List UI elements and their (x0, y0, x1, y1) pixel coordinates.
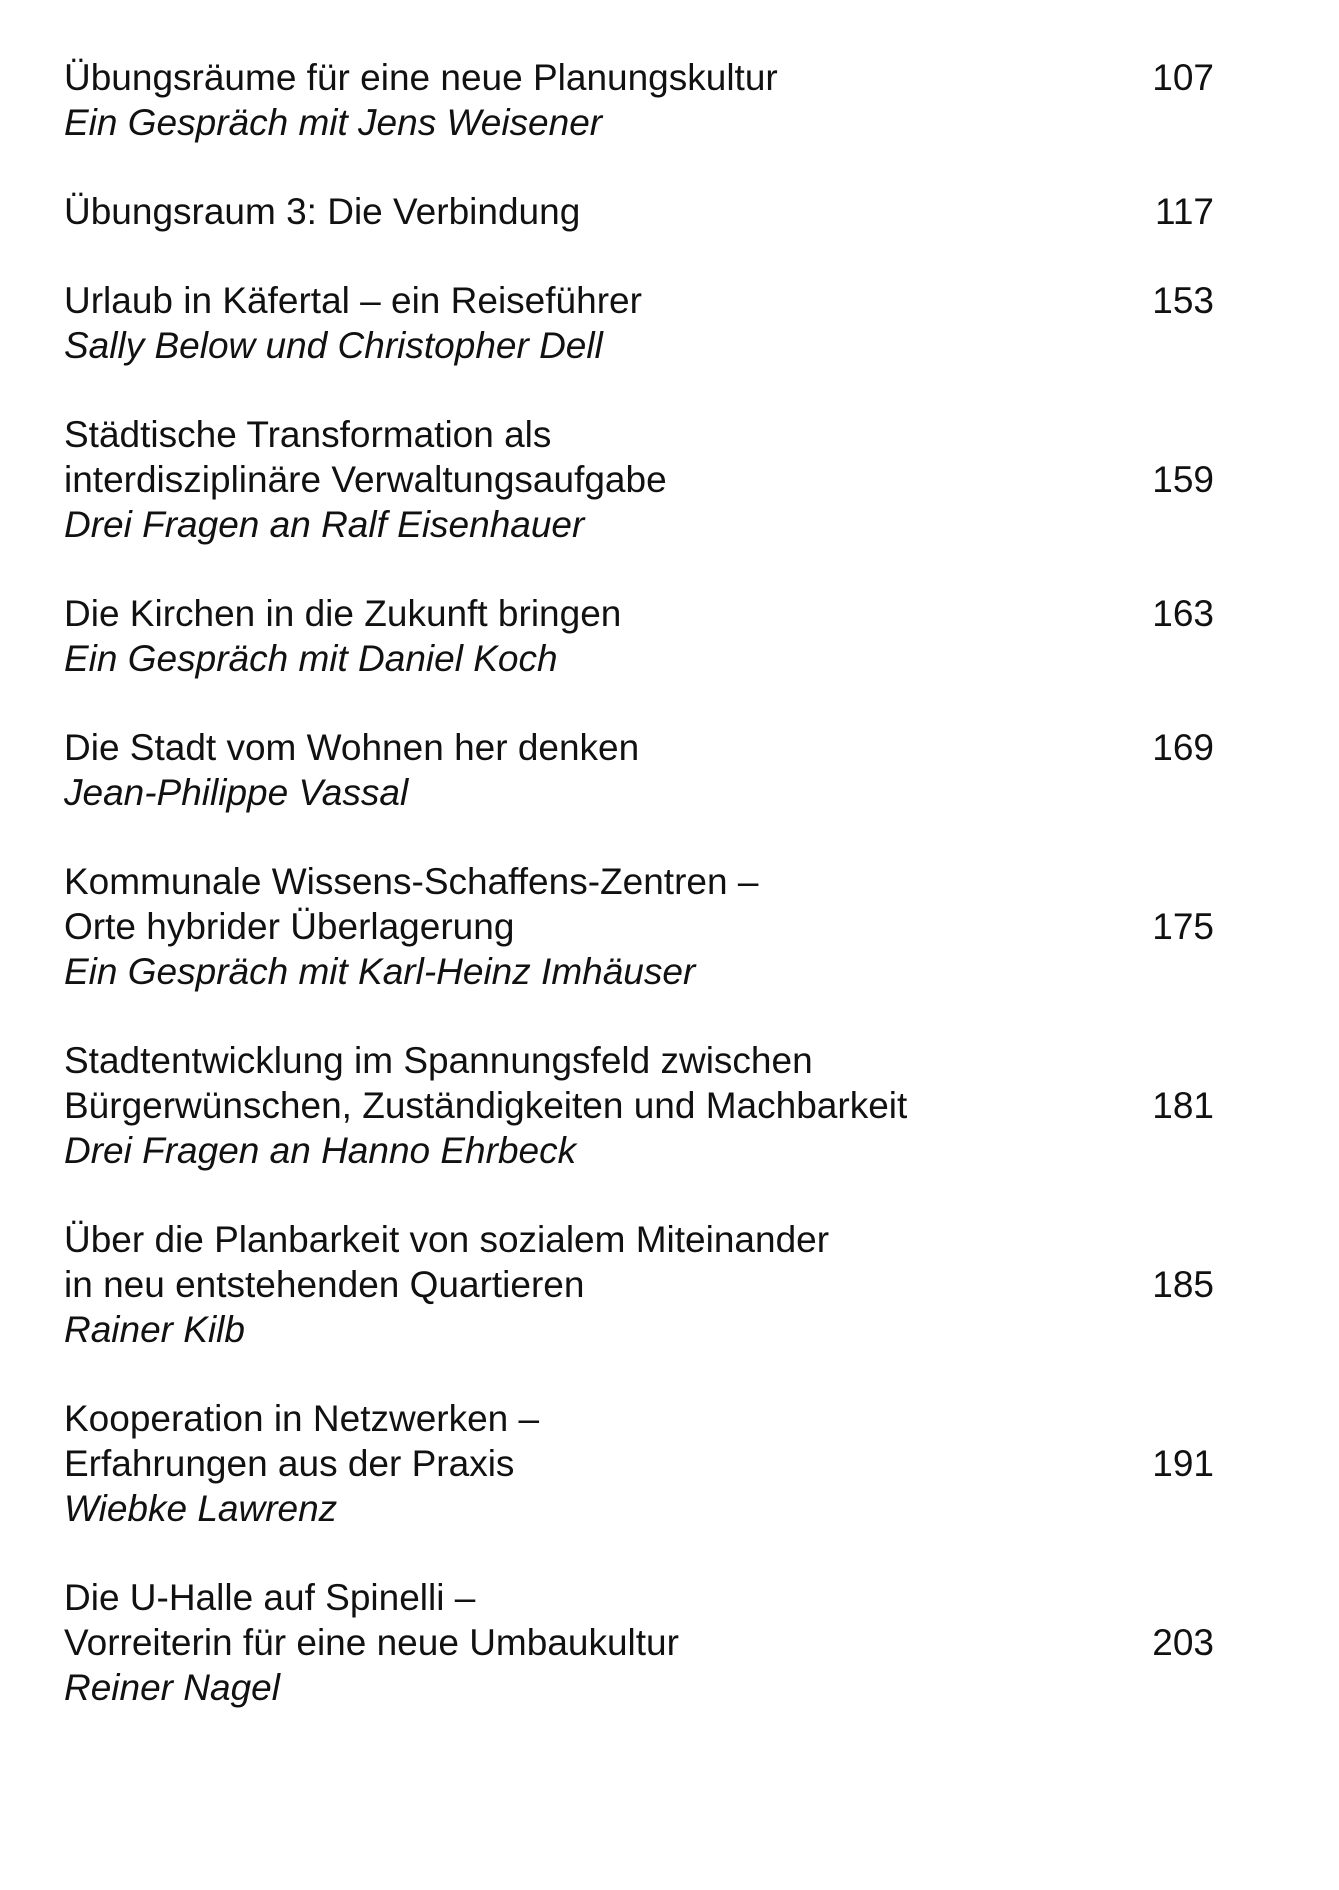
entry-title-line: Die Stadt vom Wohnen her denken (64, 727, 640, 768)
entry-author: Rainer Kilb (64, 1309, 245, 1350)
entry-title-line: Kooperation in Netzwerken – (64, 1398, 540, 1439)
toc-entry (64, 1396, 1214, 1531)
entry-title-line: in neu entstehenden Quartieren (64, 1264, 585, 1305)
toc-entry (64, 725, 1214, 815)
entry-page-number: 107 (1152, 57, 1214, 98)
entry-title-line: Urlaub in Käfertal – ein Reiseführer (64, 280, 642, 321)
entry-author: Ein Gespräch mit Jens Weisener (64, 102, 603, 143)
entry-title-line: Orte hybrider Überlagerung (64, 906, 515, 947)
entry-title-line: Kommunale Wissens-Schaffens-Zentren – (64, 861, 759, 902)
entry-title-line: Über die Planbarkeit von sozialem Miteinander (64, 1219, 830, 1260)
entry-author: Drei Fragen an Hanno Ehrbeck (64, 1130, 577, 1171)
toc-entry (64, 591, 1214, 681)
entry-title-line: Stadtentwicklung im Spannungsfeld zwischen (64, 1040, 813, 1081)
entry-page-number: 159 (1152, 459, 1214, 500)
toc-entry (64, 1575, 1214, 1710)
entry-title-line: interdisziplinäre Verwaltungsaufgabe (64, 459, 667, 500)
entry-title-line: Die U-Halle auf Spinelli – (64, 1577, 476, 1618)
entry-page-number: 169 (1152, 727, 1214, 768)
entry-title-line: Bürgerwünschen, Zuständigkeiten und Machbarkeit (64, 1085, 908, 1126)
entry-page-number: 117 (1155, 191, 1214, 232)
toc-entry (64, 278, 1214, 368)
entry-page-number: 185 (1152, 1264, 1214, 1305)
entry-author: Wiebke Lawrenz (64, 1488, 338, 1529)
entry-author: Ein Gespräch mit Daniel Koch (64, 638, 558, 679)
entry-author: Reiner Nagel (64, 1667, 280, 1708)
toc-entry (64, 859, 1214, 994)
entry-page-number: 191 (1152, 1443, 1214, 1484)
entry-page-number: 181 (1152, 1085, 1214, 1126)
entry-title-line: Übungsraum 3: Die Verbindung (64, 191, 581, 232)
entry-author: Drei Fragen an Ralf Eisenhauer (64, 504, 585, 545)
entry-title-line: Übungsräume für eine neue Planungskultur (64, 57, 778, 98)
entry-author: Sally Below und Christopher Dell (64, 325, 603, 366)
entry-title-line: Die Kirchen in die Zukunft bringen (64, 593, 622, 634)
entry-author: Jean-Philippe Vassal (64, 772, 409, 813)
toc-entry (64, 1038, 1214, 1173)
toc-entry (64, 1217, 1214, 1352)
entry-author: Ein Gespräch mit Karl-Heinz Imhäuser (64, 951, 696, 992)
entry-title-line: Städtische Transformation als (64, 414, 552, 455)
entry-page-number: 153 (1152, 280, 1214, 321)
toc-entry (64, 189, 1214, 234)
entry-page-number: 203 (1152, 1622, 1214, 1663)
table-of-contents (64, 55, 1214, 1754)
entry-page-number: 163 (1152, 593, 1214, 634)
toc-entry (64, 55, 1214, 145)
entry-title-line: Erfahrungen aus der Praxis (64, 1443, 515, 1484)
entry-title-line: Vorreiterin für eine neue Umbaukultur (64, 1622, 679, 1663)
toc-entry (64, 412, 1214, 547)
entry-page-number: 175 (1152, 906, 1214, 947)
